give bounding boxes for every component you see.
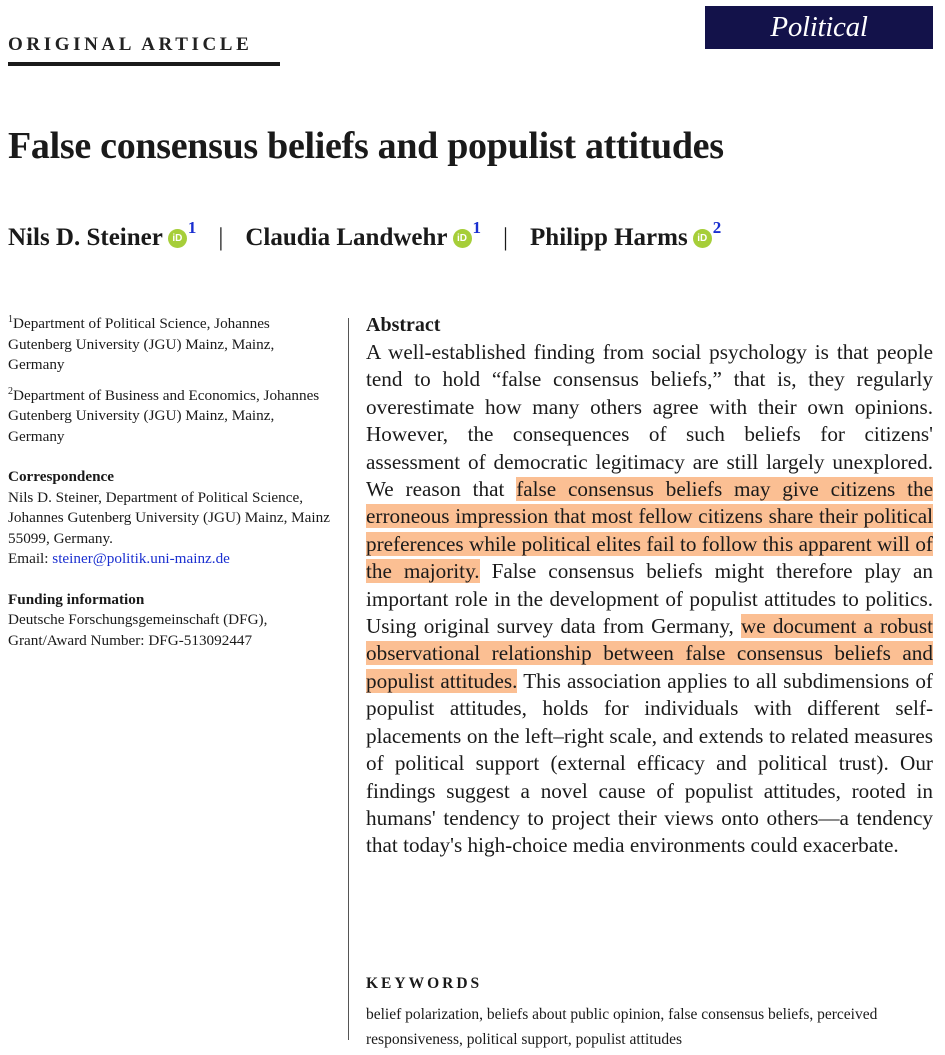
article-type-label: ORIGINAL ARTICLE xyxy=(8,34,253,55)
orcid-icon[interactable]: iD xyxy=(693,229,712,248)
funding-heading: Funding information xyxy=(8,590,145,608)
author-name: Philipp Harms xyxy=(530,224,688,251)
affiliation-2: $^2$Department of Business and Economics, Johannes Gutenberg University (JGU) Mainz, Mainz, Germany xyxy=(8,385,320,445)
author-separator: | xyxy=(503,224,509,251)
author-separator: | xyxy=(218,224,224,251)
affiliation-superscript[interactable]: 1 xyxy=(472,218,482,237)
keywords-list: belief polarization, beliefs about public opinion, false consensus beliefs, perceived responsiveness, political support, populist attitudes xyxy=(366,1006,878,1048)
abstract-highlight-1: false consensus beliefs may give citizens the erroneous impression that most fellow citizens share their political preferences while political elites fail to follow this apparent will of the majority. xyxy=(366,477,933,584)
article-type-underline xyxy=(8,62,280,66)
author-list xyxy=(8,218,722,252)
column-divider xyxy=(348,318,349,1040)
affiliation-superscript[interactable]: 1 xyxy=(187,218,197,237)
author-1 xyxy=(8,218,197,252)
affiliation-superscript[interactable]: 2 xyxy=(712,218,722,237)
correspondence-email-link[interactable]: steiner@politik.uni-mainz.de xyxy=(52,550,230,567)
article-sidebar xyxy=(8,314,333,651)
affiliation-1: $^1$Department of Political Science, Johannes Gutenberg University (JGU) Mainz, Mainz, Germany xyxy=(8,313,275,373)
abstract-highlight-2: we document a robust observational relationship between false consensus beliefs and populist attitudes. xyxy=(366,614,933,693)
author-name: Nils D. Steiner xyxy=(8,224,163,251)
author-3 xyxy=(530,218,722,252)
author-2 xyxy=(245,218,482,252)
abstract-heading: Abstract xyxy=(366,314,441,336)
orcid-icon[interactable]: iD xyxy=(168,229,187,248)
journal-name-badge: Political Psychology xyxy=(705,6,933,49)
correspondence-text: Nils D. Steiner, Department of Political Science, Johannes Gutenberg University (JGU) Mainz, Mainz 55099, Germany. Email: steiner@politik.uni-mainz.de xyxy=(8,488,330,567)
orcid-icon[interactable]: iD xyxy=(453,229,472,248)
correspondence-heading: Correspondence xyxy=(8,468,115,485)
funding-text: Deutsche Forschungsgemeinschaft (DFG), Grant/Award Number: DFG-513092447 xyxy=(8,611,268,649)
article-title: False consensus beliefs and populist attitudes xyxy=(8,125,724,167)
author-name: Claudia Landwehr xyxy=(245,224,448,251)
keywords-heading: KEYWORDS xyxy=(366,975,483,992)
abstract-text: A well-established finding from social psychology is that people tend to hold “false consensus beliefs,” that is, they regularly overestimate how many others agree with their own opinions. However, the consequences of such beliefs for citizens' assessment of democratic legitimacy are still largely unexplored. We reason that false consensus beliefs may give citizens the erroneous impression that most fellow citizens share their political preferences while political elites fail to follow this apparent will of the majority. False consensus beliefs might therefore play an important role in the development of populist attitudes to politics. Using original survey data from Germany, we document a robust observational relationship between false consensus beliefs and populist attitudes. This association applies to all subdimensions of populist attitudes, holds for individuals with different self-placements on the left–right scale, and extends to related measures of political support (external efficacy and political trust). Our findings suggest a novel cause of populist attitudes, rooted in humans' tendency to project their views onto others—a tendency that today's high-choice media environments could exacerbate. xyxy=(366,340,933,858)
